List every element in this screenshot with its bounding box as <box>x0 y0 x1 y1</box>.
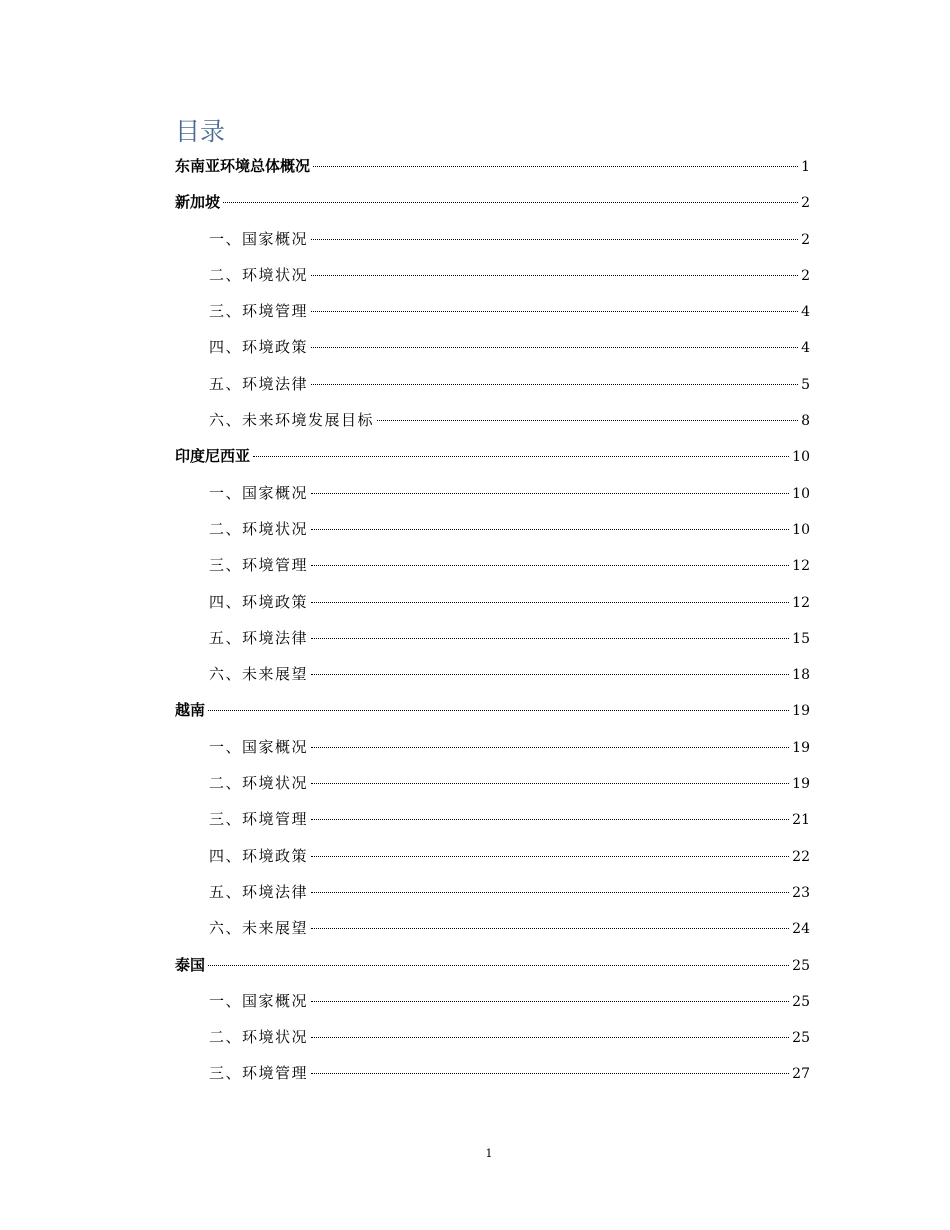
toc-entry[interactable] <box>175 947 810 983</box>
toc-entry[interactable] <box>175 838 810 874</box>
toc-entry-page: 10 <box>792 521 810 538</box>
toc-entry-label: 东南亚环境总体概况 <box>175 157 311 175</box>
toc-dot-leader <box>311 384 798 385</box>
toc-entry-label: 印度尼西亚 <box>175 447 251 466</box>
toc-dot-leader <box>311 856 789 857</box>
toc-entry[interactable] <box>175 584 810 620</box>
toc-entry[interactable] <box>175 257 810 293</box>
toc-entry-page: 8 <box>801 413 810 430</box>
toc-entry-page: 2 <box>801 231 810 248</box>
page-number: 1 <box>485 1147 493 1160</box>
toc-entry[interactable] <box>175 402 810 438</box>
toc-entry-page: 19 <box>792 776 810 793</box>
toc-dot-leader <box>311 638 789 639</box>
toc-entry-label: 三、环境管理 <box>209 302 309 321</box>
toc-dot-leader <box>311 783 789 784</box>
toc-dot-leader <box>311 674 789 675</box>
toc-entry-page: 2 <box>801 267 810 284</box>
toc-dot-leader <box>311 928 789 929</box>
toc-entry[interactable] <box>175 511 810 547</box>
toc-entry-label: 二、环境状况 <box>209 519 309 538</box>
toc-entry[interactable] <box>175 293 810 329</box>
toc-dot-leader <box>208 965 789 966</box>
toc-entry-label: 五、环境法律 <box>209 374 309 393</box>
toc-entry[interactable] <box>175 910 810 946</box>
toc-entry-page: 15 <box>792 630 810 647</box>
toc-entry-label: 六、未来环境发展目标 <box>209 411 375 430</box>
toc-dot-leader <box>311 1001 789 1002</box>
toc-dot-leader <box>208 710 789 711</box>
toc-entry-page: 22 <box>792 848 810 865</box>
toc-entry-page: 4 <box>801 304 810 321</box>
toc-entry-page: 23 <box>792 884 810 901</box>
toc-entry-page: 5 <box>801 376 810 393</box>
toc-entry-label: 越南 <box>175 701 206 720</box>
toc-dot-leader <box>311 493 789 494</box>
toc-dot-leader <box>311 819 789 820</box>
toc-entry-label: 三、环境管理 <box>209 810 309 829</box>
toc-entry[interactable] <box>175 1019 810 1055</box>
toc-entry-label: 一、国家概况 <box>209 483 309 502</box>
toc-entry[interactable] <box>175 475 810 511</box>
toc-entry[interactable] <box>175 983 810 1019</box>
toc-entry-label: 四、环境政策 <box>209 592 309 611</box>
toc-dot-leader <box>311 1037 789 1038</box>
toc-entry-label: 六、未来展望 <box>209 665 309 684</box>
toc-entry[interactable] <box>175 874 810 910</box>
toc-entry-label: 二、环境状况 <box>209 1028 309 1047</box>
toc-entry-page: 18 <box>792 667 810 684</box>
toc-entry-page: 19 <box>792 739 810 756</box>
toc-entry-page: 25 <box>792 993 810 1010</box>
toc-dot-leader <box>311 239 798 240</box>
toc-entry-page: 4 <box>801 340 810 357</box>
toc-entry-label: 四、环境政策 <box>209 338 309 357</box>
toc-entry-label: 一、国家概况 <box>209 229 309 248</box>
toc-entry[interactable] <box>175 801 810 837</box>
toc-entry-page: 27 <box>792 1066 810 1083</box>
toc-entry-label: 五、环境法律 <box>209 882 309 901</box>
toc-entry-page: 2 <box>801 195 810 212</box>
toc-dot-leader <box>311 565 789 566</box>
toc-entry-label: 泰国 <box>175 955 206 974</box>
toc-entry[interactable] <box>175 547 810 583</box>
toc-entry-label: 二、环境状况 <box>209 265 309 284</box>
toc-dot-leader <box>311 602 789 603</box>
toc-entry[interactable] <box>175 692 810 728</box>
toc-entry[interactable] <box>175 656 810 692</box>
toc-entry-label: 三、环境管理 <box>209 1064 309 1083</box>
toc-dot-leader <box>311 747 789 748</box>
toc-dot-leader <box>223 202 798 203</box>
toc-entry[interactable] <box>175 366 810 402</box>
toc-entry-label: 四、环境政策 <box>209 846 309 865</box>
toc-entry-label: 一、国家概况 <box>209 737 309 756</box>
toc-entry[interactable] <box>175 221 810 257</box>
toc-entry-page: 24 <box>792 921 810 938</box>
toc-dot-leader <box>311 347 798 348</box>
toc-dot-leader <box>377 420 798 421</box>
toc-entry[interactable] <box>175 765 810 801</box>
toc-entry-label: 三、环境管理 <box>209 556 309 575</box>
toc-entry-label: 一、国家概况 <box>209 991 309 1010</box>
toc-entry-page: 12 <box>792 558 810 575</box>
toc-dot-leader <box>313 166 798 167</box>
toc-dot-leader <box>311 311 798 312</box>
toc-entry-page: 10 <box>792 485 810 502</box>
toc-entry-label: 六、未来展望 <box>209 919 309 938</box>
toc-dot-leader <box>311 275 798 276</box>
toc-entry-page: 1 <box>801 159 810 175</box>
toc-title: 目录 <box>175 117 226 146</box>
toc-dot-leader <box>253 456 789 457</box>
toc-entry-label: 新加坡 <box>175 193 221 212</box>
toc-dot-leader <box>311 892 789 893</box>
toc-entry[interactable] <box>175 184 810 220</box>
toc-entry[interactable] <box>175 438 810 474</box>
toc-entry[interactable] <box>175 729 810 765</box>
toc-entry-page: 12 <box>792 594 810 611</box>
toc-list <box>175 148 810 1092</box>
toc-entry-page: 25 <box>792 957 810 974</box>
toc-entry-label: 二、环境状况 <box>209 774 309 793</box>
toc-entry-label: 五、环境法律 <box>209 628 309 647</box>
toc-dot-leader <box>311 1073 789 1074</box>
toc-entry-page: 10 <box>792 449 810 466</box>
toc-dot-leader <box>311 529 789 530</box>
toc-entry-page: 25 <box>792 1030 810 1047</box>
toc-entry-page: 19 <box>792 703 810 720</box>
toc-entry[interactable] <box>175 329 810 365</box>
toc-entry[interactable] <box>175 620 810 656</box>
toc-entry[interactable] <box>175 148 810 184</box>
toc-entry[interactable] <box>175 1055 810 1091</box>
toc-entry-page: 21 <box>792 812 810 829</box>
